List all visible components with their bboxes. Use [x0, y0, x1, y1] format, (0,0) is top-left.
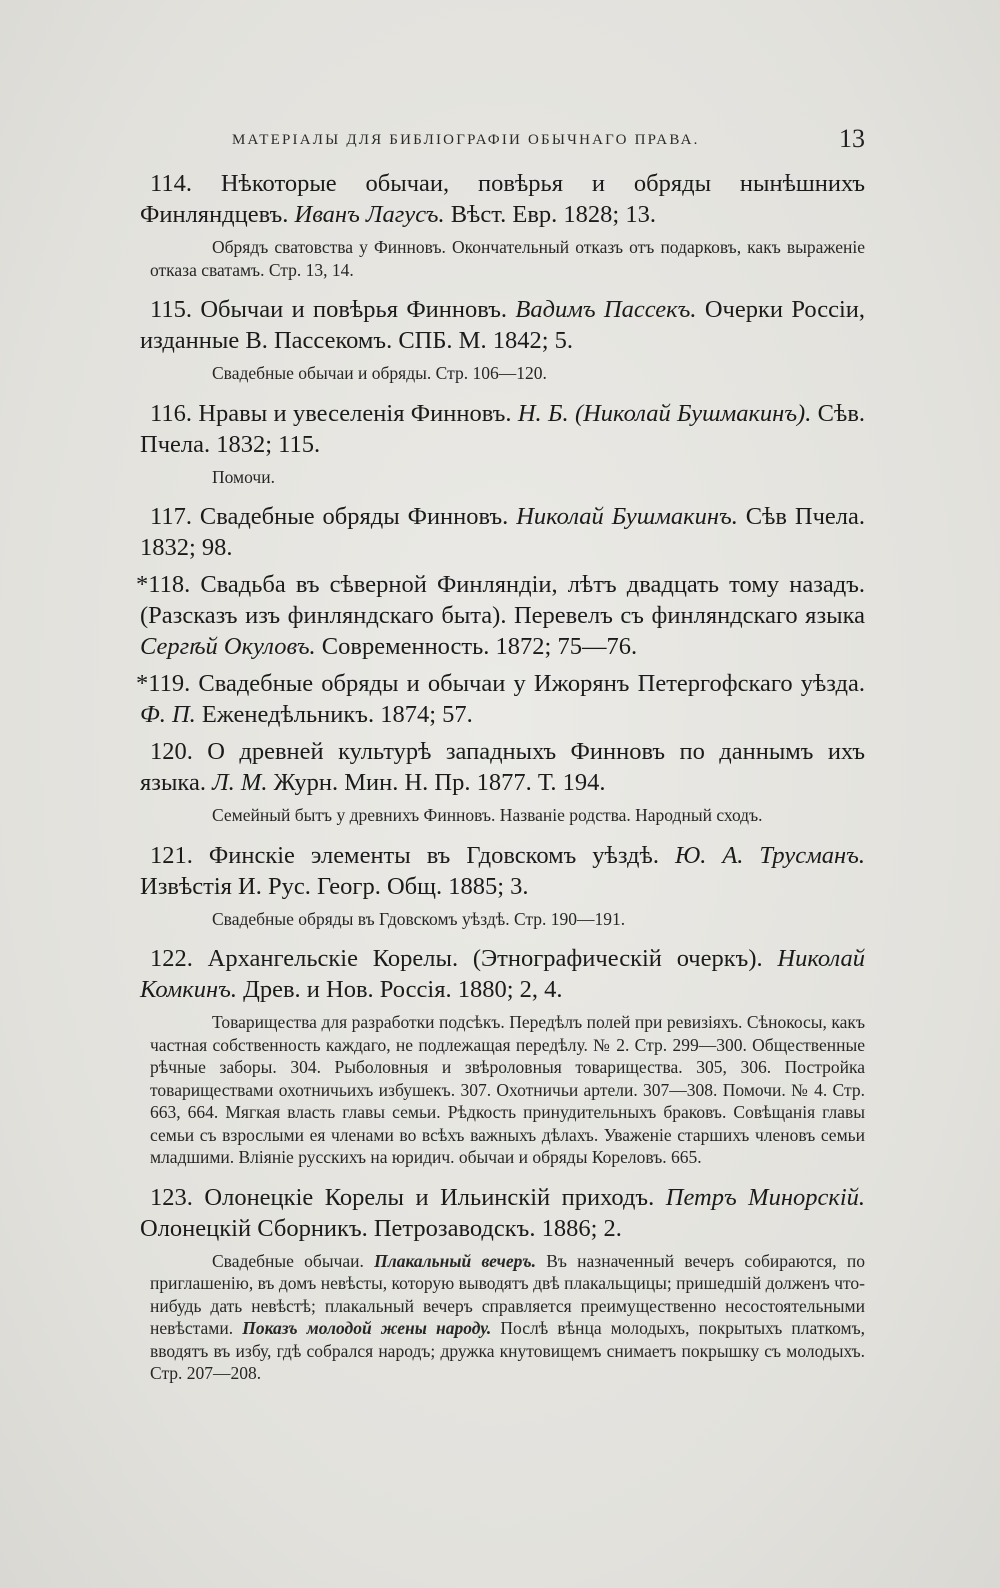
entry-note — [150, 1250, 865, 1385]
entry-author: Николай Бушмакинъ. — [516, 503, 738, 530]
entry-title: 117. Свадебные обряды Финновъ. — [150, 503, 517, 530]
entry-title: 123. Олонецкіе Корелы и Ильинскій приходъ. — [150, 1183, 666, 1211]
entry-title: *119. Свадебные обряды и обычаи у Ижорянъ Петергофскаго уѣзда. — [136, 670, 865, 697]
entry-source: Сѣв Пчела. 1832; 98. — [140, 503, 865, 561]
bibliography-entry-119 — [136, 668, 865, 730]
entry-note: Свадебные обычаи и обряды. Стр. 106—120. — [212, 363, 547, 383]
entry-citation — [140, 736, 865, 798]
entry-citation — [140, 840, 865, 902]
bibliography-entry-115 — [140, 294, 865, 385]
entry-citation — [140, 294, 865, 356]
entry-title: *118. Свадьба въ сѣверной Финляндіи, лѣтъ двадцать тому назадъ. (Разсказъ изъ финляндскаго быта). Перевелъ съ финляндскаго языка — [136, 571, 865, 629]
bibliography-entry-122 — [140, 943, 865, 1169]
page-header — [140, 124, 865, 156]
entry-title: 120. О древней культурѣ западныхъ Финновъ по даннымъ ихъ языка. — [140, 738, 865, 796]
entry-note: Обрядъ сватовства у Финновъ. Окончательный отказъ отъ подарковъ, какъ выраженіе отказа сватамъ. Стр. 13, 14. — [150, 237, 865, 280]
entry-author: Н. Б. (Николай Бушмакинъ). — [517, 399, 812, 427]
entry-author: Иванъ Лагусъ. — [294, 201, 445, 228]
entry-citation — [140, 943, 865, 1005]
entry-note: Товарищества для разработки подсѣкъ. Передѣлъ полей при ревизіяхъ. Сѣнокосы, какъ частная собственность каждаго, не подлежащая передѣлу. № 2. Стр. 299—300. Общественные рѣчные заборы. 304. Рыболовныя и звѣроловныя товарищества. 305, 306. Постройка товариществами охотничьихъ избушекъ. 307. Охотничьи артели. 307—308. Помочи. № 4. Стр. 663, 664. Мягкая власть главы семьи. Рѣдкость принудительныхъ браковъ. Совѣщанія главы семьи съ взрослыми ея членами во всѣхъ важныхъ дѣлахъ. Уваженіе старшихъ членовъ семьи младшими. Вліяніе русскихъ на юридич. обычаи и обряды Кореловъ. 665. — [150, 1012, 865, 1167]
entry-author: Ф. П. — [140, 701, 196, 728]
entry-author: Вадимъ Пассекъ. — [515, 296, 697, 323]
entry-citation — [136, 569, 865, 662]
entry-citation — [136, 668, 865, 730]
entry-note: Семейный бытъ у древнихъ Финновъ. Названіе родства. Народный сходъ. — [212, 805, 763, 825]
entry-source: Извѣстія И. Рус. Геогр. Общ. 1885; 3. — [140, 872, 529, 900]
entry-source: Сѣв. Пчела. 1832; 115. — [140, 399, 866, 458]
entry-title: 115. Обычаи и повѣрья Финновъ. — [150, 296, 516, 323]
bibliography-entry-121 — [140, 840, 865, 931]
entry-author: Николай Комкинъ. — [140, 945, 865, 1003]
entry-title: 116. Нравы и увеселенія Финновъ. — [150, 399, 518, 427]
entry-source: Олонецкій Сборникъ. Петрозаводскъ. 1886; 2. — [140, 1214, 622, 1242]
entry-citation — [140, 1182, 865, 1244]
entry-author: Ю. А. Трусманъ. — [674, 841, 865, 869]
entry-source: Современность. 1872; 75—76. — [315, 633, 638, 660]
bibliography-entry-118 — [136, 569, 865, 662]
entry-source: Журн. Мин. Н. Пр. 1877. Т. 194. — [267, 769, 606, 796]
entry-title: 121. Финскіе элементы въ Гдовскомъ уѣздѣ. — [150, 841, 675, 869]
entry-title: 122. Архангельскіе Корелы. (Этнографическій очеркъ). — [150, 945, 778, 972]
entry-author: Сергѣй Окуловъ. — [140, 633, 316, 660]
entry-citation — [140, 501, 865, 563]
bibliography-entry-120 — [140, 736, 865, 827]
entry-note: Свадебные обряды въ Гдовскомъ уѣздѣ. Стр. 190—191. — [212, 908, 626, 929]
entry-citation — [140, 398, 865, 460]
page-number: 13 — [839, 124, 865, 153]
bibliography-entry-123 — [140, 1182, 865, 1385]
running-head: МАТЕРІАЛЫ ДЛЯ БИБЛІОГРАФІИ ОБЫЧНАГО ПРАВА. — [232, 132, 700, 148]
note-text: Свадебные обычаи. — [212, 1250, 375, 1271]
entry-source: Древ. и Нов. Россія. 1880; 2, 4. — [237, 976, 563, 1003]
entry-title: 114. Нѣкоторые обычаи, повѣрья и обряды нынѣшнихъ Финляндцевъ. — [140, 170, 865, 228]
note-text: Въ назначенный вечеръ собираются, по приглашенію, въ домъ невѣсты, которую выводятъ двѣ плакальщицы; пришедшій долженъ что-нибудь дать невѣстѣ; плакальный вечеръ справляется преимущественно несостоятельными невѣстами. — [150, 1250, 865, 1338]
entry-author: Л. М. — [212, 769, 268, 796]
bibliography-entry-114 — [140, 168, 865, 281]
entry-note: Помочи. — [212, 466, 275, 487]
note-emphasis: Показъ молодой жены народу. — [242, 1318, 492, 1338]
entry-author: Петръ Минорскій. — [665, 1183, 866, 1211]
note-emphasis: Плакальный вечеръ. — [374, 1250, 536, 1271]
entry-source: Еженедѣльникъ. 1874; 57. — [195, 701, 473, 728]
bibliography-list — [136, 168, 866, 1398]
note-text: Послѣ вѣнца молодыхъ, покрытыхъ платкомъ, вводятъ въ избу, гдѣ собрался народъ; дружка кнутовищемъ снимаетъ покрышку съ молодыхъ. Стр. 207—208. — [150, 1318, 865, 1383]
bibliography-entry-117 — [140, 501, 865, 563]
bibliography-entry-116 — [140, 398, 865, 489]
entry-source: Очерки Россіи, изданные В. Пассекомъ. СПБ. М. 1842; 5. — [140, 296, 865, 354]
entry-source: Вѣст. Евр. 1828; 13. — [444, 201, 656, 228]
entry-citation — [140, 168, 865, 230]
